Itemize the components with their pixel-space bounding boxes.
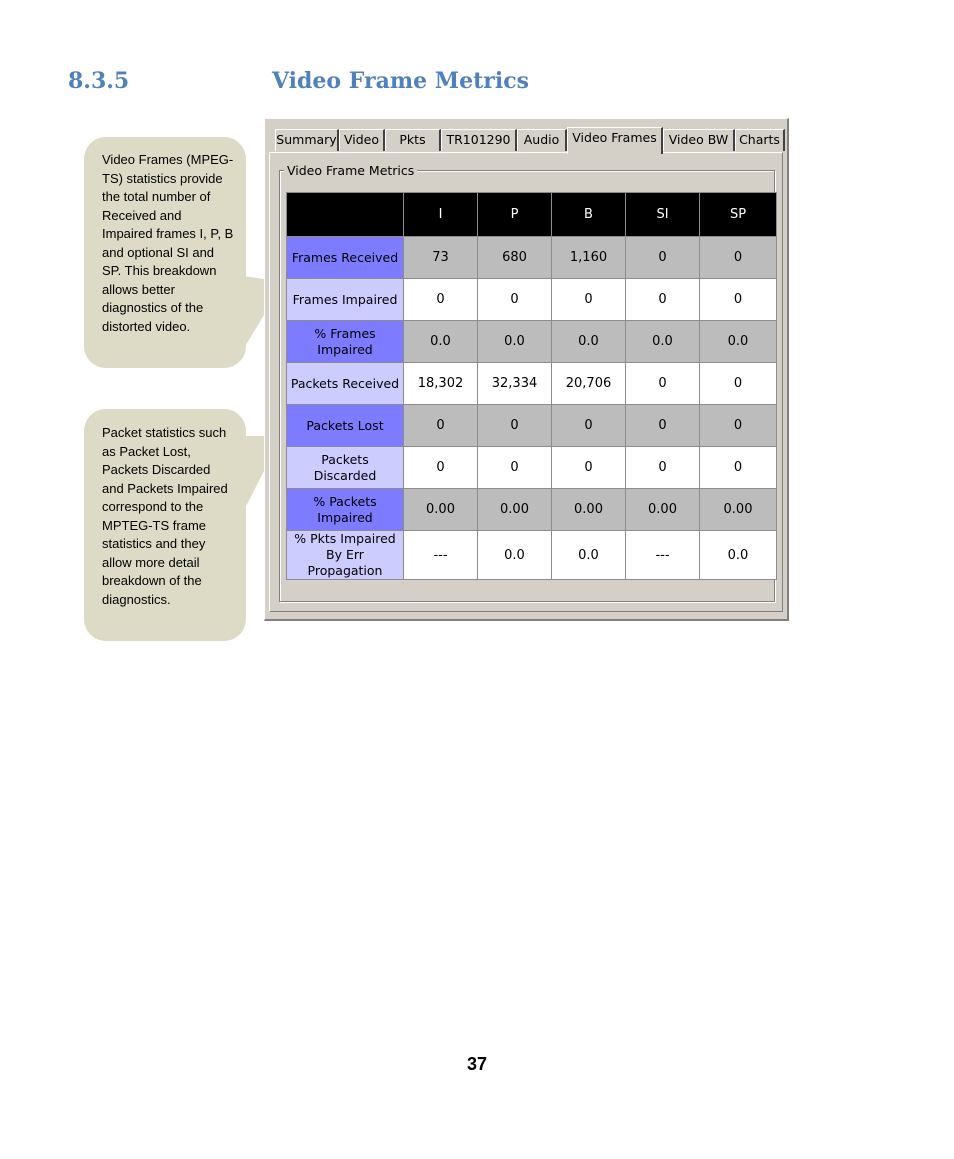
table-cell: 0 xyxy=(700,237,777,279)
page-number: 37 xyxy=(466,1054,488,1074)
section-number: 8.3.5 xyxy=(68,68,130,94)
table-cell: 0.0 xyxy=(700,531,777,580)
table-row xyxy=(287,531,777,580)
tab-summary[interactable]: Summary xyxy=(275,129,339,151)
table-cell: 0 xyxy=(626,237,700,279)
table-cell: 32,334 xyxy=(478,363,552,405)
table-cell: 0 xyxy=(700,363,777,405)
section-title: Video Frame Metrics xyxy=(272,68,530,94)
table-cell: 0 xyxy=(552,405,626,447)
row-label: Packets Discarded xyxy=(287,447,404,489)
table-cell: 0 xyxy=(478,405,552,447)
table-cell: 0 xyxy=(626,405,700,447)
table-row xyxy=(287,489,777,531)
row-label: % Pkts Impaired By Err Propagation xyxy=(287,531,404,580)
table-cell: 0.0 xyxy=(700,321,777,363)
table-cell: 0 xyxy=(700,447,777,489)
column-header: SI xyxy=(626,193,700,237)
table-cell: 0 xyxy=(626,279,700,321)
row-label: Packets Lost xyxy=(287,405,404,447)
column-header xyxy=(287,193,404,237)
table-cell: 0.00 xyxy=(700,489,777,531)
table-cell: 0 xyxy=(404,447,478,489)
table-cell: 0.0 xyxy=(552,531,626,580)
tab-strip xyxy=(275,127,787,153)
table-cell: 0 xyxy=(478,279,552,321)
table-cell: 18,302 xyxy=(404,363,478,405)
table-cell: 0.00 xyxy=(552,489,626,531)
table-cell: 0.0 xyxy=(478,321,552,363)
table-row xyxy=(287,405,777,447)
table-cell: 0 xyxy=(404,405,478,447)
row-label: % Frames Impaired xyxy=(287,321,404,363)
table-cell: 1,160 xyxy=(552,237,626,279)
column-header: SP xyxy=(700,193,777,237)
table-cell: 0.0 xyxy=(478,531,552,580)
table-cell: 680 xyxy=(478,237,552,279)
column-header: B xyxy=(552,193,626,237)
table-cell: --- xyxy=(626,531,700,580)
tab-pkts[interactable]: Pkts xyxy=(385,129,441,151)
table-cell: 0.0 xyxy=(404,321,478,363)
tab-tr101290[interactable]: TR101290 xyxy=(441,129,517,151)
section-heading xyxy=(68,66,668,100)
table-cell: 0.00 xyxy=(626,489,700,531)
table-row xyxy=(287,321,777,363)
column-header: I xyxy=(404,193,478,237)
row-label: % Packets Impaired xyxy=(287,489,404,531)
table-cell: 0 xyxy=(552,447,626,489)
column-header: P xyxy=(478,193,552,237)
table-cell: 0 xyxy=(700,405,777,447)
table-row xyxy=(287,237,777,279)
table-cell: 0 xyxy=(478,447,552,489)
row-label: Frames Received xyxy=(287,237,404,279)
tab-audio[interactable]: Audio xyxy=(517,129,567,151)
table-cell: 0 xyxy=(404,279,478,321)
table-cell: 0.00 xyxy=(478,489,552,531)
table-cell: 0 xyxy=(626,363,700,405)
table-row xyxy=(287,279,777,321)
table-cell: 0 xyxy=(552,279,626,321)
tab-charts[interactable]: Charts xyxy=(735,129,785,151)
table-cell: 0 xyxy=(626,447,700,489)
table-cell: 0.0 xyxy=(626,321,700,363)
table-header-row xyxy=(287,193,777,237)
table-cell: 73 xyxy=(404,237,478,279)
table-cell: 0.00 xyxy=(404,489,478,531)
row-label: Frames Impaired xyxy=(287,279,404,321)
tab-video-bw[interactable]: Video BW xyxy=(663,129,735,151)
tab-video-frames[interactable]: Video Frames xyxy=(567,127,663,154)
table-cell: 0 xyxy=(700,279,777,321)
table-cell: --- xyxy=(404,531,478,580)
table-row xyxy=(287,447,777,489)
metrics-table xyxy=(286,192,777,580)
group-title: Video Frame Metrics xyxy=(284,163,417,179)
callout-packet-stats: Packet statistics such as Packet Lost, Packets Discarded and Packets Impaired correspond to the MPTEG-TS frame statistics and they allow more detail breakdown of the diagnostics. xyxy=(84,409,246,641)
row-label: Packets Received xyxy=(287,363,404,405)
table-cell: 20,706 xyxy=(552,363,626,405)
tab-video[interactable]: Video xyxy=(339,129,385,151)
table-row xyxy=(287,363,777,405)
callout-video-frames: Video Frames (MPEG-TS) statistics provide the total number of Received and Impaired frames I, P, B and optional SI and SP. This breakdown allows better diagnostics of the distorted video. xyxy=(84,137,246,368)
table-cell: 0.0 xyxy=(552,321,626,363)
